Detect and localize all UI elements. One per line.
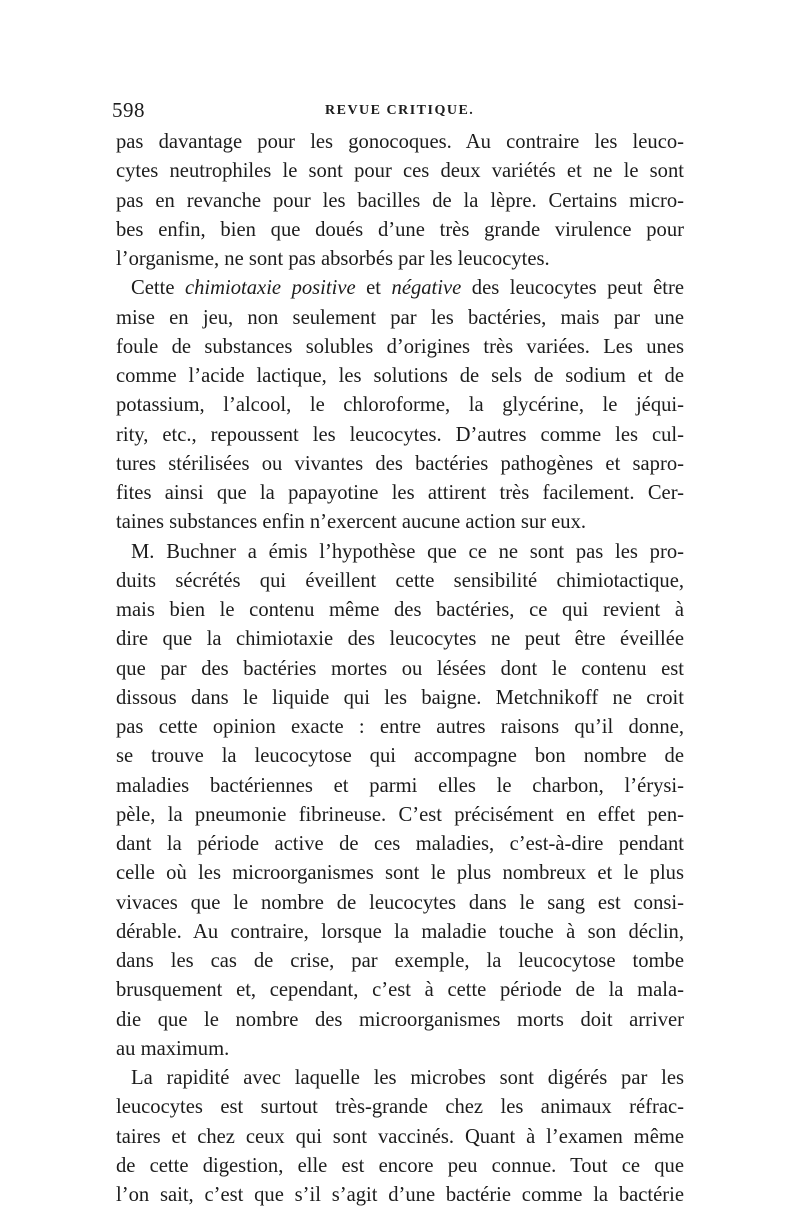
text-line: dant la période active de ces maladies, c’est-à-dire pendant: [116, 833, 684, 855]
text-line: celle où les microorganismes sont le plus nombreux et le plus: [116, 862, 684, 885]
text-line: bes enfin, bien que doués d’une très grande virulence pour: [116, 218, 684, 241]
text-line: [116, 274, 684, 303]
text-line: dans les cas de crise, par exemple, la leucocytose tombe: [116, 950, 684, 972]
page-number: 598: [112, 98, 145, 122]
text-run: et: [355, 277, 392, 300]
text-line: tures stérilisées ou vivantes des bactéries pathogènes et sapro-: [116, 452, 684, 475]
text-line: fites ainsi que la papayotine les attirent très facilement. Cer-: [116, 482, 684, 504]
text-line: foule de substances solubles d’origines très variées. Les unes: [116, 335, 684, 358]
text-line: dérable. Au contraire, lorsque la maladie touche à son déclin,: [116, 920, 684, 943]
text-line: pas davantage pour les gonocoques. Au contraire les leuco-: [116, 131, 684, 153]
text-line: se trouve la leucocytose qui accompagne bon nombre de: [116, 745, 684, 768]
text-line: brusquement et, cependant, c’est à cette période de la mala-: [116, 979, 684, 1002]
body-text: [116, 128, 684, 1210]
text-line: pas en revanche pour les bacilles de la lèpre. Certains micro-: [116, 189, 684, 212]
text-line: rity, etc., repoussent les leucocytes. D’autres comme les cul-: [116, 423, 684, 446]
text-line: l’on sait, c’est que s’il s’agit d’une bactérie comme la bactérie: [116, 1184, 684, 1206]
text-line: die que le nombre des microorganismes morts doit arriver: [116, 1008, 684, 1031]
text-line: vivaces que le nombre de leucocytes dans le sang est consi-: [116, 891, 684, 914]
paragraph-2: [116, 274, 684, 537]
text-line: taines substances enfin n’exercent aucune action sur eux.: [116, 511, 587, 534]
text-line: maladies bactériennes et parmi elles le charbon, l’érysi-: [116, 774, 684, 797]
text-run: des leucocytes peut être: [461, 277, 684, 300]
italic-term: chimiotaxie positive: [184, 277, 356, 300]
text-line: M. Buchner a émis l’hypothèse que ce ne sont pas les pro-: [131, 540, 684, 563]
text-line: mais bien le contenu même des bactéries, ce qui revient à: [116, 599, 684, 621]
text-line: taires et chez ceux qui sont vaccinés. Quant à l’examen même: [116, 1125, 684, 1148]
text-line: comme l’acide lactique, les solutions de sels de sodium et de: [116, 365, 684, 387]
text-line: l’organisme, ne sont pas absorbés par les leucocytes.: [116, 248, 550, 270]
text-line: dire que la chimiotaxie des leucocytes ne peut être éveillée: [116, 628, 684, 651]
text-line: pas cette opinion exacte : entre autres raisons qu’il donne,: [116, 716, 684, 738]
text-line: cytes neutrophiles le sont pour ces deux variétés et ne le sont: [116, 160, 684, 183]
text-line: La rapidité avec laquelle les microbes sont digérés par les: [131, 1067, 684, 1089]
text-line: que par des bactéries mortes ou lésées dont le contenu est: [116, 657, 684, 680]
italic-term: négative: [391, 277, 462, 300]
paragraph-1: [116, 128, 684, 274]
page-header: [112, 98, 692, 126]
text-line: pèle, la pneumonie fibrineuse. C’est précisément en effet pen-: [116, 803, 684, 826]
paragraph-4: [116, 1064, 684, 1210]
text-line: duits sécrétés qui éveillent cette sensibilité chimiotactique,: [116, 569, 684, 592]
text-line: dissous dans le liquide qui les baigne. Metchnikoff ne croit: [116, 686, 684, 709]
text-line: potassium, l’alcool, le chloroforme, la glycérine, le jéqui-: [116, 394, 684, 417]
text-line: au maximum.: [116, 1037, 230, 1060]
running-title: REVUE CRITIQUE.: [325, 103, 475, 118]
text-line: leucocytes est surtout très-grande chez les animaux réfrac-: [116, 1096, 684, 1119]
text-line: de cette digestion, elle est encore peu connue. Tout ce que: [116, 1154, 684, 1177]
paragraph-3: [116, 538, 684, 1065]
text-line: mise en jeu, non seulement par les bactéries, mais par une: [116, 306, 684, 329]
text-run: Cette: [131, 277, 185, 300]
